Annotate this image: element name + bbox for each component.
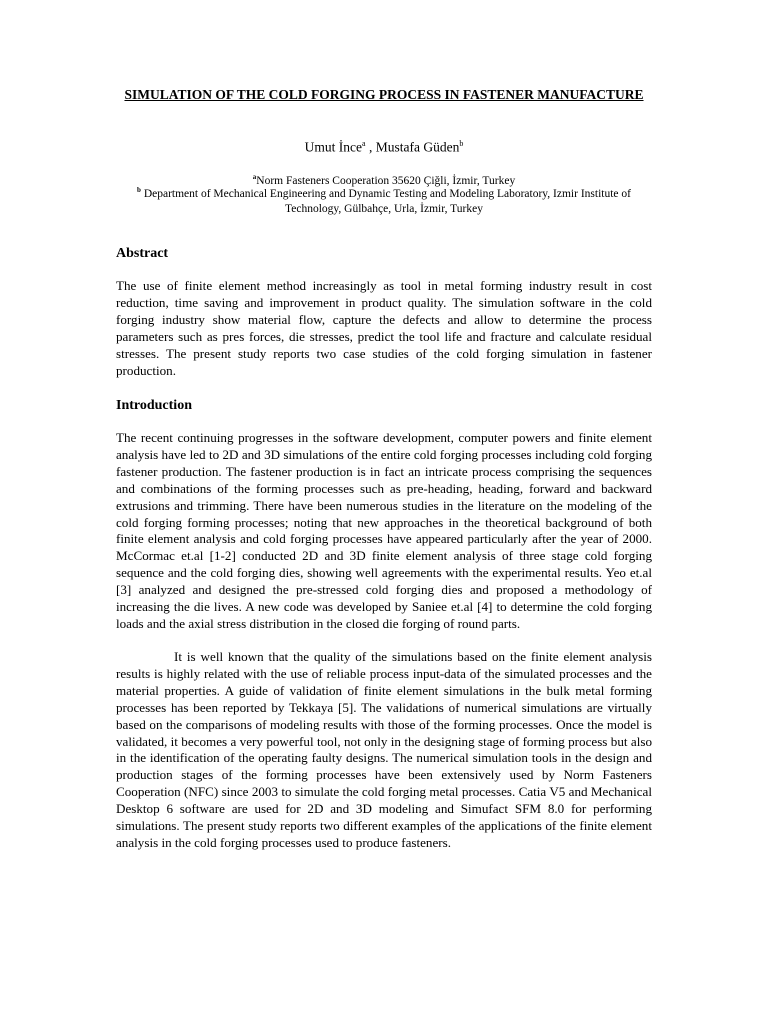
affiliation-text: Department of Mechanical Engineering and Dynamic Testing and Modeling Laboratory, Izmir Institute of Technology, Gülbahçe, Urla, İzmir, Turkey (140, 187, 631, 215)
author-name: Umut İnce (304, 139, 363, 155)
affiliation-text: Norm Fasteners Cooperation 35620 Çiğli, İzmir, Turkey (256, 174, 516, 187)
author-line (116, 136, 652, 156)
paper-title: SIMULATION OF THE COLD FORGING PROCESS IN FASTENER MANUFACTURE (124, 87, 644, 102)
abstract-paragraph: The use of finite element method increasingly as tool in metal forming industry result in cost reduction, time saving and improvement in product quality. The simulation software in the cold forging industry show material flow, capture the defects and allow to determine the process parameters such as pres forces, die stresses, predict the tool life and fracture and calculate residual stresses. The present study reports two case studies of the cold forging simulation in fastener production. (116, 278, 652, 378)
author-affiliation-mark: b (459, 139, 464, 148)
abstract-heading: Abstract (116, 246, 169, 261)
affiliation-b (116, 183, 652, 217)
introduction-heading: Introduction (116, 398, 192, 413)
affiliation-mark: a (252, 173, 257, 181)
affiliation-mark: b (137, 186, 141, 194)
author-affiliation-mark: a (362, 139, 366, 148)
introduction-paragraph: It is well known that the quality of the simulations based on the finite element analysis results is highly related with the use of reliable process input-data of the simulated processes and the material properties. A guide of validation of finite element simulations in the bulk metal forming processes has been reported by Tekkaya [5]. The validations of numerical simulations are virtually based on the comparisons of modeling results with those of the forming processes. Once the model is validated, it becomes a very powerful tool, not only in the designing stage of forming process but also in the identification of the operating faulty designs. The numerical simulation tools in the design and production stages of the forming processes have been extensively used by Norm Fasteners Cooperation (NFC) since 2003 to simulate the cold forging metal processes. Catia V5 and Mechanical Desktop 6 software are used for 2D and 3D modeling and Simufact SFM 8.0 for performing simulations. The present study reports two different examples of the applications of the finite element analysis in the cold forging processes used to produce fasteners. (116, 649, 652, 850)
author-name: Mustafa Güden (375, 139, 460, 155)
introduction-paragraph: The recent continuing progresses in the software development, computer powers and finite element analysis have led to 2D and 3D simulations of the entire cold forging processes including cold forging fastener production. The fastener production is in fact an intricate process comprising the sequences and combinations of the forming processes such as pre-heading, heading, forward and backward extrusions and trimming. There have been numerous studies in the literature on the modeling of the cold forging forming processes; noting that new approaches in the theoretical background of both finite element analysis and cold forging processes have appeared particularly after the year of 2000. McCormac et.al [1-2] conducted 2D and 3D finite element analysis of three stage cold forging sequence and the cold forging dies, showing well agreements with the experimental results. Yeo et.al [3] analyzed and designed the pre-stressed cold forging dies and proposed a methodology of increasing the die lives. A new code was developed by Saniee et.al [4] to determine the cold forging loads and the axial stress distribution in the closed die forging of round parts. (116, 430, 652, 631)
author-separator: , (365, 139, 376, 155)
